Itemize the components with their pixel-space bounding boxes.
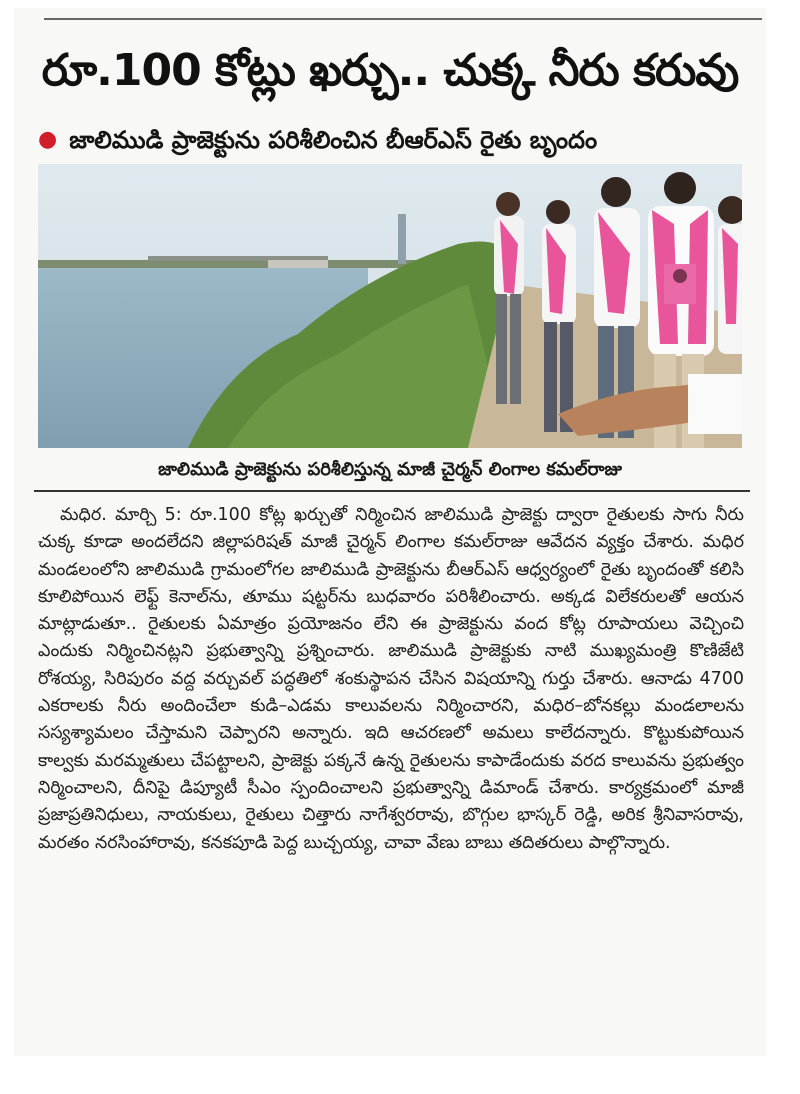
article-body: మధిర. మార్చి 5: రూ.100 కోట్ల ఖర్చుతో నిర్మించిన జాలిముడి ప్రాజెక్టు ద్వారా రైతులకు సాగు నీరు చుక్క కూడా అందలేదని జిల్లాపరిషత్ మాజీ చైర్మన్ లింగాల కమల్‌రాజు ఆవేదన వ్యక్తం చేశారు. మధిర మండలంలోని జాలిముడి గ్రామంలోగల జాలిముడి ప్రాజెక్టును బీఆర్ఎస్ ఆధ్వర్యంలో రైతు బృందంతో కలిసి కూలిపోయిన లెఫ్ట్ కెనాల్‌ను, తూము షట్టర్‌ను బుధవారం పరిశీలించారు. అక్కడ విలేకరులతో ఆయన మాట్లాడుతూ.. రైతులకు ఏమాత్రం ప్రయోజనం లేని ఈ ప్రాజెక్టును వంద కోట్ల రూపాయలు వెచ్చించి ఎందుకు నిర్మించినట్లని ప్రభుత్వాన్ని ప్రశ్నించారు. జాలిముడి ప్రాజెక్టుకు నాటి ముఖ్యమంత్రి కొణిజేటి రోశయ్య, సిరిపురం వద్ద వర్చువల్ పద్ధతిలో శంకుస్థాపన చేసిన విషయాన్ని గుర్తు చేశారు. ఆనాడు 4700 ఎకరాలకు నీరు అందించేలా కుడి–ఎడమ కాలువలను నిర్మించారని, మధిర–బోనకల్లు మండలాలను సస్యశ్యామలం చేస్తామని చెప్పారని అన్నారు. ఇది ఆచరణలో అమలు కాలేదన్నారు. కొట్టుకుపోయిన కాల్వకు మరమ్మతులు చేపట్టాలని, ప్రాజెక్టు పక్కనే ఉన్న రైతులను కాపాడేందుకు వరద కాలువను ప్రభుత్వం నిర్మించాలని, దీనిపై డిప్యూటీ సీఎం స్పందించాలని ప్రభుత్వాన్ని డిమాండ్ చేశారు. కార్యక్రమంలో మాజీ ప్రజాప్రతినిధులు, నాయకులు, రైతులు చిత్తారు నాగేశ్వరరావు, బొగ్గుల భాస్కర్ రెడ్డి, అరిక శ్రీనివాసరావు, మరతం నరసింహారావు, కనకపూడి పెద్ద బుచ్చయ్య, చావా వేణు బాబు తదితరులు పాల్గొన్నారు. — [38, 505, 744, 853]
caption-divider — [34, 490, 750, 492]
photo-caption: జాలిముడి ప్రాజెక్టును పరిశీలిస్తున్న మాజీ చైర్మన్ లింగాల కమల్‌రాజు — [158, 459, 622, 480]
news-photo — [38, 164, 742, 448]
red-bullet-icon: ● — [38, 127, 58, 152]
headline: రూ.100 కోట్లు ఖర్చు.. చుక్క నీరు కరువు — [41, 45, 739, 96]
top-divider — [44, 18, 762, 20]
subheadline-text: జాలిముడి ప్రాజెక్టును పరిశీలించిన బీఆర్ఎస్ రైతు బృందం — [69, 126, 598, 154]
photo-illustration — [38, 164, 742, 448]
subheadline — [38, 122, 758, 158]
newspaper-clipping — [14, 8, 766, 1056]
